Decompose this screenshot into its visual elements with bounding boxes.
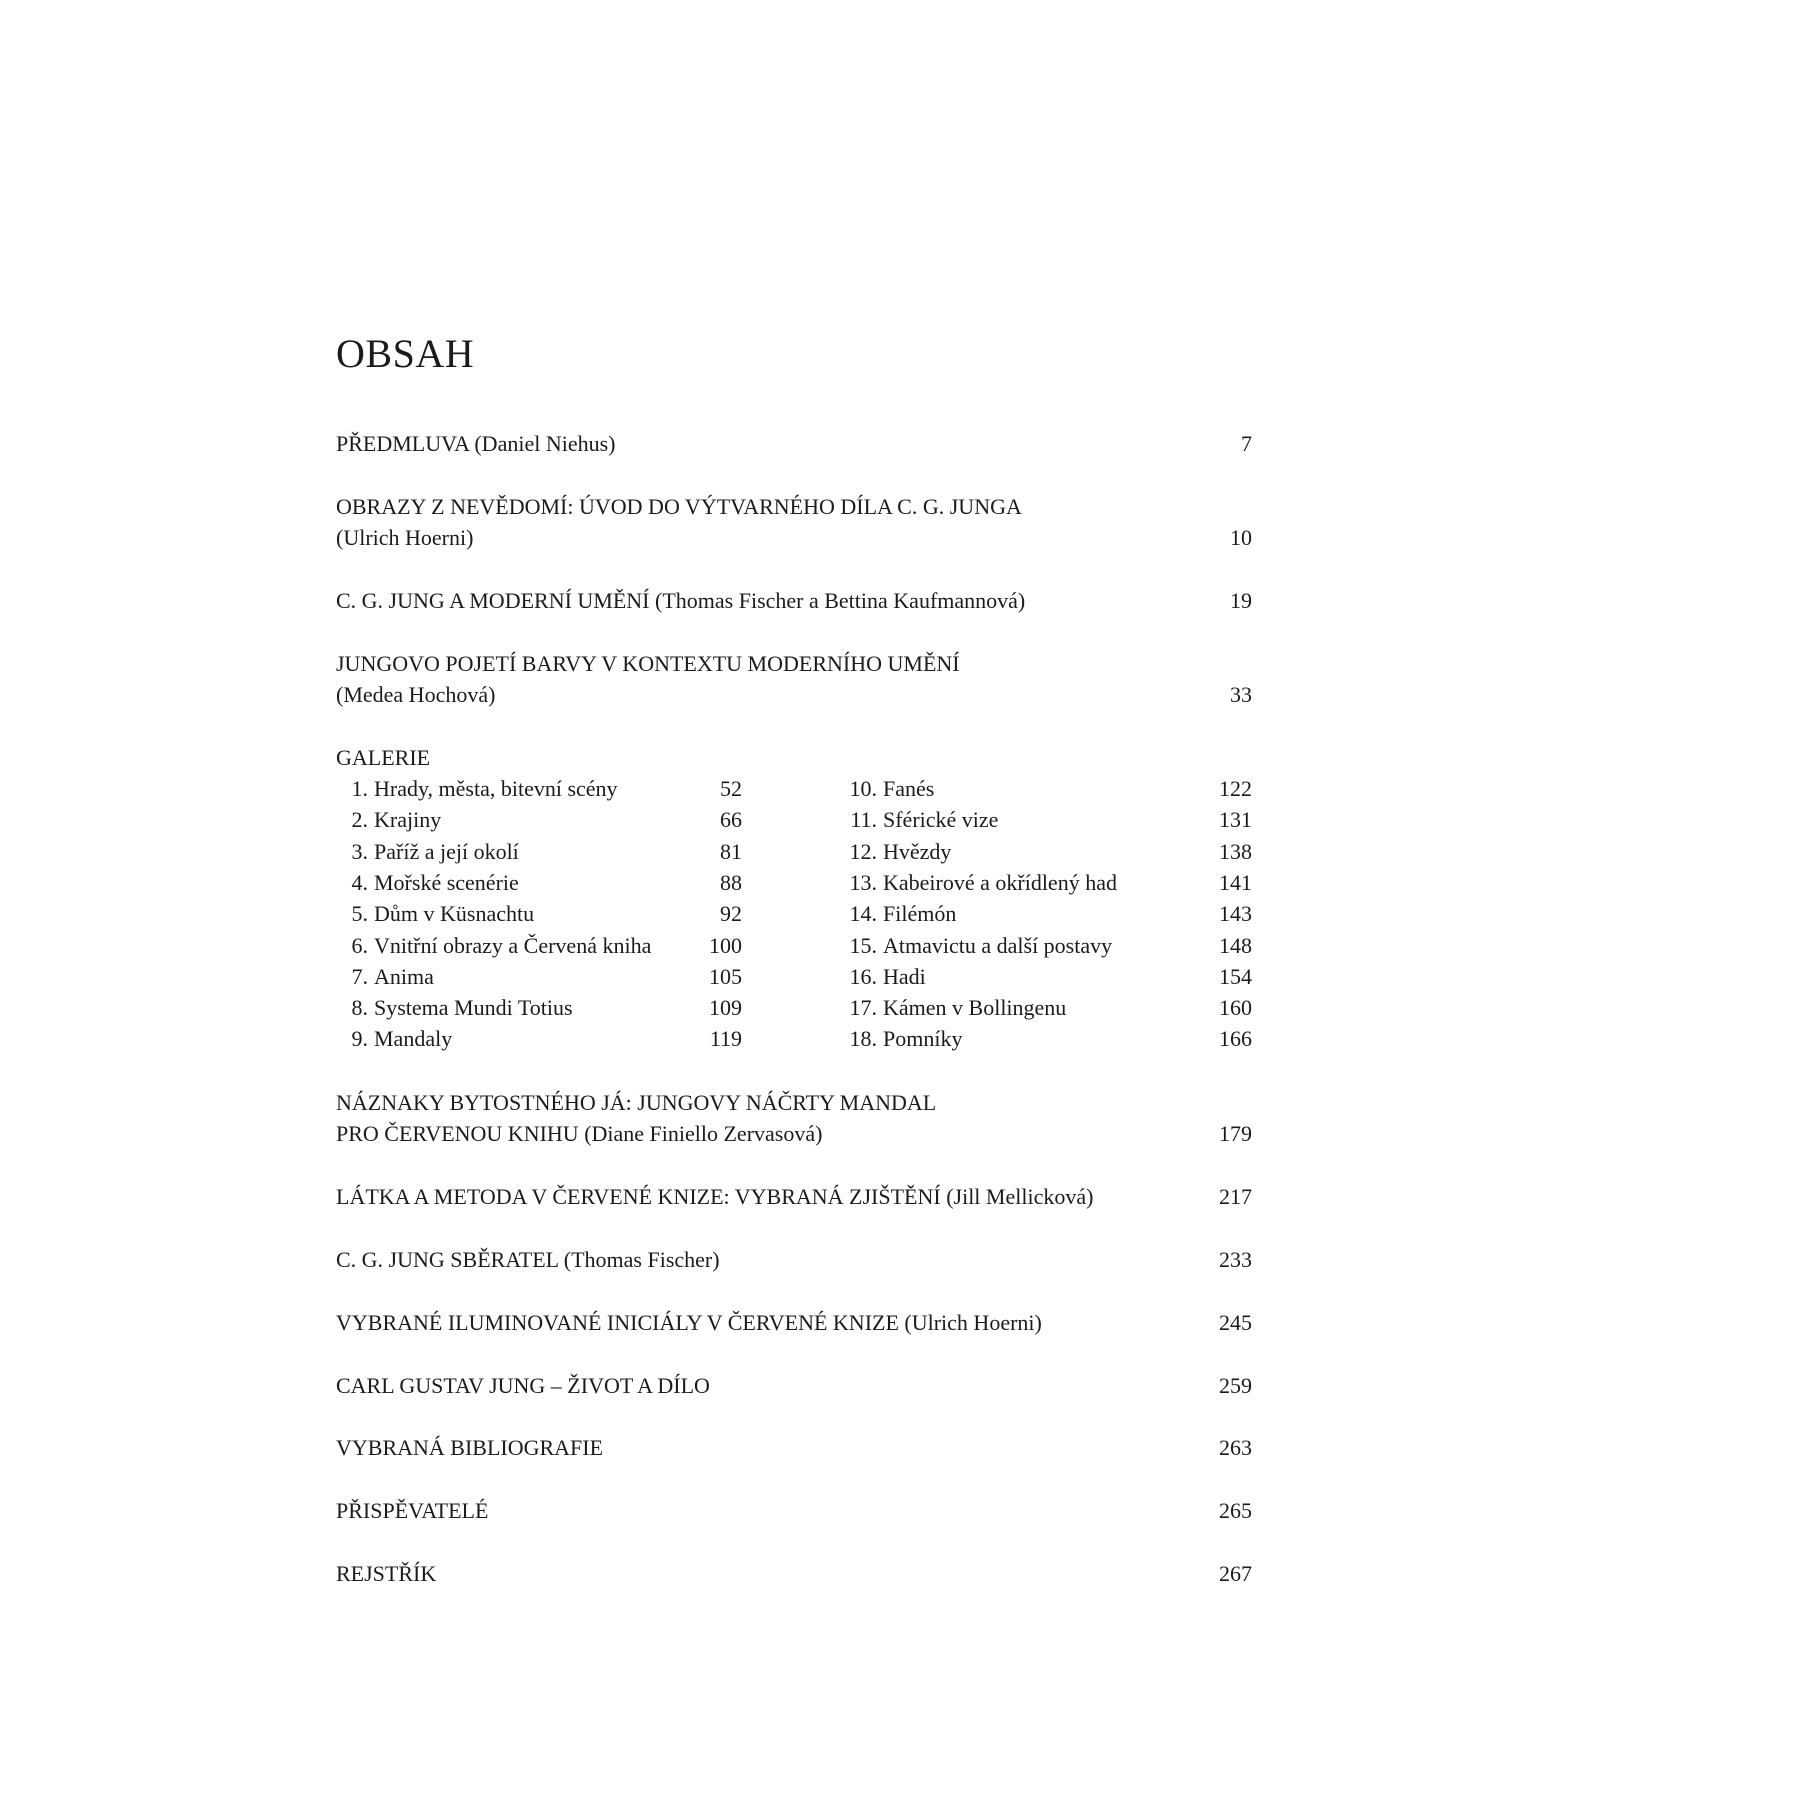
gallery-item-number: 1. bbox=[351, 776, 368, 801]
gallery-item-number: 5. bbox=[351, 901, 368, 926]
entry-title: C. G. JUNG A MODERNÍ UMĚNÍ bbox=[336, 588, 650, 613]
gallery-item bbox=[348, 966, 434, 988]
gallery-item-label: Fanés bbox=[883, 776, 935, 801]
entry-title: VYBRANÉ ILUMINOVANÉ INICIÁLY V ČERVENÉ KNIZE bbox=[336, 1310, 899, 1335]
gallery-item bbox=[843, 841, 951, 863]
gallery-item bbox=[843, 778, 934, 800]
entry-page: 233 bbox=[1219, 1247, 1252, 1272]
entry-page: 245 bbox=[1219, 1310, 1252, 1335]
gallery-item bbox=[348, 997, 573, 1019]
gallery-item bbox=[843, 903, 956, 925]
gallery-item-page: 154 bbox=[1219, 964, 1252, 989]
gallery-item-label: Sférické vize bbox=[883, 807, 999, 832]
gallery-item-page: 131 bbox=[1219, 807, 1252, 832]
gallery-item-page: 141 bbox=[1219, 870, 1252, 895]
gallery-item bbox=[348, 809, 441, 831]
page-title: OBSAH bbox=[336, 331, 475, 376]
gallery-item bbox=[348, 841, 519, 863]
gallery-item-number: 17. bbox=[849, 995, 877, 1020]
gallery-item-number: 11. bbox=[850, 807, 877, 832]
toc-entry-zivot-a-dilo: CARL GUSTAV JUNG – ŽIVOT A DÍLO bbox=[336, 1373, 710, 1398]
gallery-item bbox=[843, 809, 998, 831]
gallery-item-label: Hrady, města, bitevní scény bbox=[374, 776, 618, 801]
toc-entry-predmluva bbox=[336, 433, 615, 455]
gallery-item bbox=[843, 935, 1112, 957]
gallery-item-page: 52 bbox=[720, 776, 742, 801]
gallery-item-page: 100 bbox=[709, 933, 742, 958]
gallery-item-label: Dům v Küsnachtu bbox=[374, 901, 535, 926]
gallery-item-number: 3. bbox=[351, 839, 368, 864]
gallery-item-number: 13. bbox=[849, 870, 877, 895]
toc-entry-barva-title: JUNGOVO POJETÍ BARVY V KONTEXTU MODERNÍHO UMĚNÍ bbox=[336, 651, 960, 676]
gallery-item-page: 138 bbox=[1219, 839, 1252, 864]
entry-title: PRO ČERVENOU KNIHU bbox=[336, 1121, 579, 1146]
gallery-item-label: Systema Mundi Totius bbox=[374, 995, 573, 1020]
gallery-item-number: 16. bbox=[849, 964, 877, 989]
entry-author: (Thomas Fischer a Bettina Kaufmannová) bbox=[655, 588, 1026, 613]
gallery-item-label: Hvězdy bbox=[883, 839, 952, 864]
gallery-item-number: 14. bbox=[849, 901, 877, 926]
gallery-item-number: 10. bbox=[849, 776, 877, 801]
gallery-item-label: Vnitřní obrazy a Červená kniha bbox=[374, 933, 652, 958]
entry-title: PŘEDMLUVA bbox=[336, 431, 469, 456]
entry-author: (Ulrich Hoerni) bbox=[336, 525, 474, 550]
gallery-item-number: 15. bbox=[849, 933, 877, 958]
gallery-item-label: Filémón bbox=[883, 901, 957, 926]
gallery-item bbox=[348, 903, 534, 925]
gallery-item-page: 143 bbox=[1219, 901, 1252, 926]
gallery-item-page: 148 bbox=[1219, 933, 1252, 958]
toc-entry-prispevatele: PŘISPĚVATELÉ bbox=[336, 1498, 489, 1523]
gallery-item-label: Anima bbox=[374, 964, 434, 989]
entry-page: 217 bbox=[1219, 1184, 1252, 1209]
gallery-item-page: 66 bbox=[720, 807, 742, 832]
toc-entry-rejstrik: REJSTŘÍK bbox=[336, 1561, 437, 1586]
toc-entry-moderni-umeni bbox=[336, 590, 1025, 612]
entry-title: C. G. JUNG SBĚRATEL bbox=[336, 1247, 559, 1272]
gallery-item-label: Krajiny bbox=[374, 807, 442, 832]
toc-entry-bibliografie: VYBRANÁ BIBLIOGRAFIE bbox=[336, 1435, 604, 1460]
gallery-item-label: Kabeirové a okřídlený had bbox=[883, 870, 1117, 895]
toc-entry-obrazy-title: OBRAZY Z NEVĚDOMÍ: ÚVOD DO VÝTVARNÉHO DÍLA C. G. JUNGA bbox=[336, 494, 1022, 519]
toc-entry-latka-a-metoda bbox=[336, 1186, 1093, 1208]
gallery-item-label: Pomníky bbox=[883, 1026, 963, 1051]
gallery-item bbox=[843, 872, 1117, 894]
gallery-item bbox=[348, 1028, 452, 1050]
gallery-item-page: 166 bbox=[1219, 1026, 1252, 1051]
gallery-item-page: 119 bbox=[709, 1026, 742, 1051]
gallery-item bbox=[348, 872, 519, 894]
gallery-item-label: Paříž a její okolí bbox=[374, 839, 519, 864]
gallery-item-label: Mandaly bbox=[374, 1026, 453, 1051]
entry-author: (Jill Mellicková) bbox=[946, 1184, 1094, 1209]
gallery-item bbox=[348, 935, 651, 957]
gallery-item-page: 122 bbox=[1219, 776, 1252, 801]
gallery-item-page: 88 bbox=[720, 870, 742, 895]
gallery-item bbox=[843, 1028, 962, 1050]
entry-page: 19 bbox=[1230, 588, 1252, 613]
toc-entry-naznaky-line2 bbox=[336, 1123, 822, 1145]
gallery-item-number: 9. bbox=[351, 1026, 368, 1051]
gallery-item-label: Atmavictu a další postavy bbox=[883, 933, 1113, 958]
gallery-item-number: 12. bbox=[849, 839, 877, 864]
entry-page: 263 bbox=[1219, 1435, 1252, 1460]
gallery-item-label: Mořské scenérie bbox=[374, 870, 519, 895]
toc-entry-sberatel bbox=[336, 1249, 720, 1271]
entry-author: (Thomas Fischer) bbox=[563, 1247, 720, 1272]
gallery-item-label: Kámen v Bollingenu bbox=[883, 995, 1067, 1020]
entry-author: (Daniel Niehus) bbox=[474, 431, 616, 456]
gallery-item-number: 7. bbox=[351, 964, 368, 989]
entry-page: 33 bbox=[1230, 682, 1252, 707]
gallery-heading: GALERIE bbox=[336, 745, 431, 770]
toc-entry-inicialy bbox=[336, 1312, 1042, 1334]
gallery-item bbox=[843, 966, 926, 988]
gallery-item-page: 81 bbox=[720, 839, 742, 864]
gallery-item-page: 160 bbox=[1219, 995, 1252, 1020]
gallery-item bbox=[843, 997, 1066, 1019]
gallery-item-number: 2. bbox=[351, 807, 368, 832]
entry-page: 10 bbox=[1230, 525, 1252, 550]
gallery-item bbox=[348, 778, 618, 800]
gallery-item-number: 4. bbox=[351, 870, 368, 895]
entry-author: (Diane Finiello Zervasová) bbox=[584, 1121, 823, 1146]
toc-entry-naznaky-title: NÁZNAKY BYTOSTNÉHO JÁ: JUNGOVY NÁČRTY MANDAL bbox=[336, 1090, 937, 1115]
entry-author: (Medea Hochová) bbox=[336, 682, 496, 707]
entry-page: 259 bbox=[1219, 1373, 1252, 1398]
entry-page: 265 bbox=[1219, 1498, 1252, 1523]
gallery-item-number: 8. bbox=[351, 995, 368, 1020]
entry-author: (Ulrich Hoerni) bbox=[904, 1310, 1042, 1335]
entry-title: LÁTKA A METODA V ČERVENÉ KNIZE: VYBRANÁ ZJIŠTĚNÍ bbox=[336, 1184, 941, 1209]
gallery-item-number: 6. bbox=[351, 933, 368, 958]
entry-page: 7 bbox=[1241, 431, 1252, 456]
entry-page: 179 bbox=[1219, 1121, 1252, 1146]
gallery-item-page: 109 bbox=[709, 995, 742, 1020]
gallery-item-number: 18. bbox=[849, 1026, 877, 1051]
gallery-item-page: 92 bbox=[720, 901, 742, 926]
entry-page: 267 bbox=[1219, 1561, 1252, 1586]
gallery-item-page: 105 bbox=[709, 964, 742, 989]
gallery-item-label: Hadi bbox=[883, 964, 926, 989]
